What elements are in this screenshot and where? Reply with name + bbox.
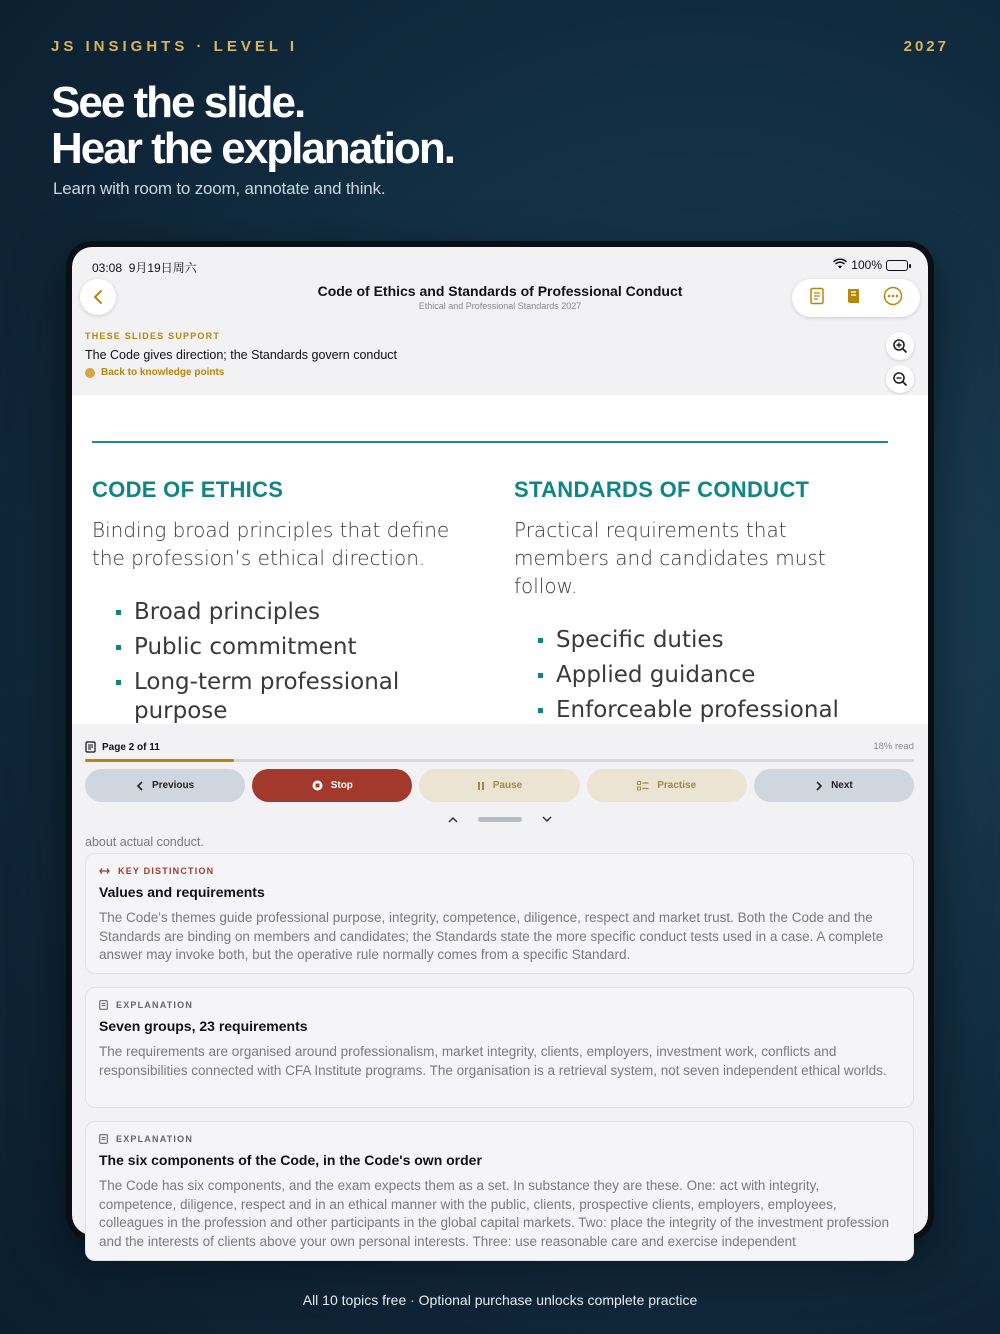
- panel-handle[interactable]: [72, 816, 928, 823]
- slide-column-code: [92, 477, 452, 732]
- subheadline: Learn with room to zoom, annotate and think.: [53, 179, 386, 198]
- slide-bullets-code: [92, 598, 452, 726]
- headline-line-2: Hear the explanation.: [51, 124, 455, 173]
- previous-label: Previous: [151, 780, 195, 791]
- nav-actions: [792, 279, 920, 317]
- slide-bullet: Long-term professional purpose: [116, 668, 452, 726]
- card-tag: [99, 866, 900, 876]
- practise-button[interactable]: [587, 769, 747, 802]
- footer-note: All 10 topics free · Optional purchase unlocks complete practice: [302, 1292, 698, 1308]
- notes-icon[interactable]: [809, 287, 825, 310]
- pause-button[interactable]: [419, 769, 579, 802]
- battery-icon: [886, 260, 908, 271]
- reading-progress-bar: [85, 759, 914, 762]
- chevron-right-icon: [815, 781, 823, 791]
- card-tag-label: EXPLANATION: [116, 1134, 194, 1144]
- slide-bullet: Public commitment: [116, 633, 452, 662]
- page-indicator-label: Page 2 of 11: [102, 741, 160, 753]
- slide-support: [85, 331, 397, 378]
- back-to-knowledge-points-label: Back to knowledge points: [101, 367, 225, 378]
- zoom-out-button[interactable]: [886, 365, 914, 393]
- drag-grip[interactable]: [478, 817, 522, 822]
- more-icon[interactable]: [883, 286, 903, 311]
- card-body: The Code has six components, and the exam expects them as a set. In substance they are these. One: act with integrity, competence, diligence, respect and in an ethical manner with the public, clients, prospective clients, employers, employees, colleagues in the profession and other participants in the global capital markets. Two: place the integrity of the investment profession and the interests of clients above your own personal interests. Three: use reasonable care and exercise independent: [99, 1178, 889, 1249]
- slide-description-standards: Practical requirements that members and candidates must follow.: [514, 518, 826, 598]
- slide-bullet: Enforceable professional: [538, 696, 874, 754]
- back-to-knowledge-points-link[interactable]: [85, 367, 397, 378]
- next-label: Next: [831, 780, 853, 791]
- checklist-icon: [637, 781, 649, 791]
- chevron-left-icon: [136, 781, 144, 791]
- year-label: 2027: [903, 38, 949, 55]
- document-icon: [99, 1134, 108, 1144]
- slide-column-standards: [514, 477, 874, 760]
- card-tag-label: KEY DISTINCTION: [118, 866, 215, 876]
- support-label: THESE SLIDES SUPPORT: [85, 331, 221, 341]
- slide-description-code: Binding broad principles that define the profession’s ethical direction.: [92, 518, 450, 570]
- card-body: The Code's themes guide professional purpose, integrity, competence, diligence, respect and market trust. Both the Code and the Standards are binding on members and candidates; the Standards state the more specific conduct tests used in a case. A complete answer may invoke both, but the operative rule normally comes from a specific Standard.: [99, 910, 884, 962]
- chevron-down-icon[interactable]: [542, 816, 552, 823]
- brand-label: JS INSIGHTS · LEVEL I: [51, 38, 299, 55]
- book-icon[interactable]: [846, 287, 862, 310]
- slide-bullet: Broad principles: [116, 598, 452, 627]
- pause-icon: [477, 781, 485, 791]
- wifi-icon: [833, 258, 847, 272]
- app-screen: [72, 247, 928, 1249]
- headline: [51, 80, 454, 172]
- back-arrow-icon: [85, 368, 95, 378]
- status-bar: [72, 247, 928, 279]
- page-indicator: [85, 741, 160, 753]
- card-tag: [99, 1000, 900, 1010]
- player-controls: [85, 769, 914, 802]
- tablet-device: [66, 241, 934, 1249]
- nav-bar: [72, 277, 928, 325]
- card-tag-label: EXPLANATION: [116, 1000, 194, 1010]
- stop-button[interactable]: [252, 769, 412, 802]
- slide-divider: [92, 441, 888, 443]
- battery-percent: 100%: [851, 258, 882, 272]
- audio-player: [72, 724, 928, 835]
- distinction-arrows-icon: [99, 867, 110, 875]
- stop-icon: [312, 780, 323, 791]
- card-title: The six components of the Code, in the Code's own order: [99, 1152, 482, 1168]
- practise-label: Practise: [657, 780, 697, 791]
- document-icon: [99, 1000, 108, 1010]
- slide-heading-code: CODE OF ETHICS: [92, 477, 284, 502]
- stop-label: Stop: [330, 780, 353, 791]
- explanation-card: [85, 1121, 914, 1261]
- headline-line-1: See the slide.: [51, 78, 305, 127]
- card-tag: [99, 1134, 900, 1144]
- slide-bullet: Applied guidance: [538, 661, 874, 690]
- status-time: 03:08 9月19日周六: [92, 261, 197, 275]
- explanation-card: [85, 987, 914, 1108]
- slide-heading-standards: STANDARDS OF CONDUCT: [514, 477, 810, 502]
- card-title: Seven groups, 23 requirements: [99, 1018, 308, 1034]
- next-button[interactable]: [754, 769, 914, 802]
- zoom-in-icon: [892, 338, 908, 354]
- previous-button[interactable]: [85, 769, 245, 802]
- card-body: The requirements are organised around professionalism, market integrity, clients, employers, investment work, conflicts and responsibilities connected with CFA Institute programs. The organisation is a retrieval system, not seven independent ethical worlds.: [99, 1044, 887, 1078]
- page-title: Code of Ethics and Standards of Professional Conduct: [317, 283, 683, 299]
- support-text: The Code gives direction; the Standards govern conduct: [85, 348, 397, 362]
- page-icon: [85, 741, 96, 753]
- slide-viewer[interactable]: [72, 395, 928, 724]
- zoom-in-button[interactable]: [886, 332, 914, 360]
- page-subtitle: Ethical and Professional Standards 2027: [418, 301, 582, 311]
- status-right: [833, 258, 908, 272]
- explanation-panel[interactable]: [72, 835, 928, 1249]
- previous-text-trail: about actual conduct.: [85, 835, 204, 849]
- pause-label: Pause: [492, 780, 523, 791]
- card-title: Values and requirements: [99, 884, 265, 900]
- read-percentage: 18% read: [873, 741, 914, 752]
- chevron-up-icon[interactable]: [448, 816, 458, 823]
- zoom-out-icon: [892, 371, 908, 387]
- slide-bullet: Specific duties: [538, 626, 874, 655]
- reading-progress-fill: [85, 759, 234, 762]
- explanation-card: [85, 853, 914, 974]
